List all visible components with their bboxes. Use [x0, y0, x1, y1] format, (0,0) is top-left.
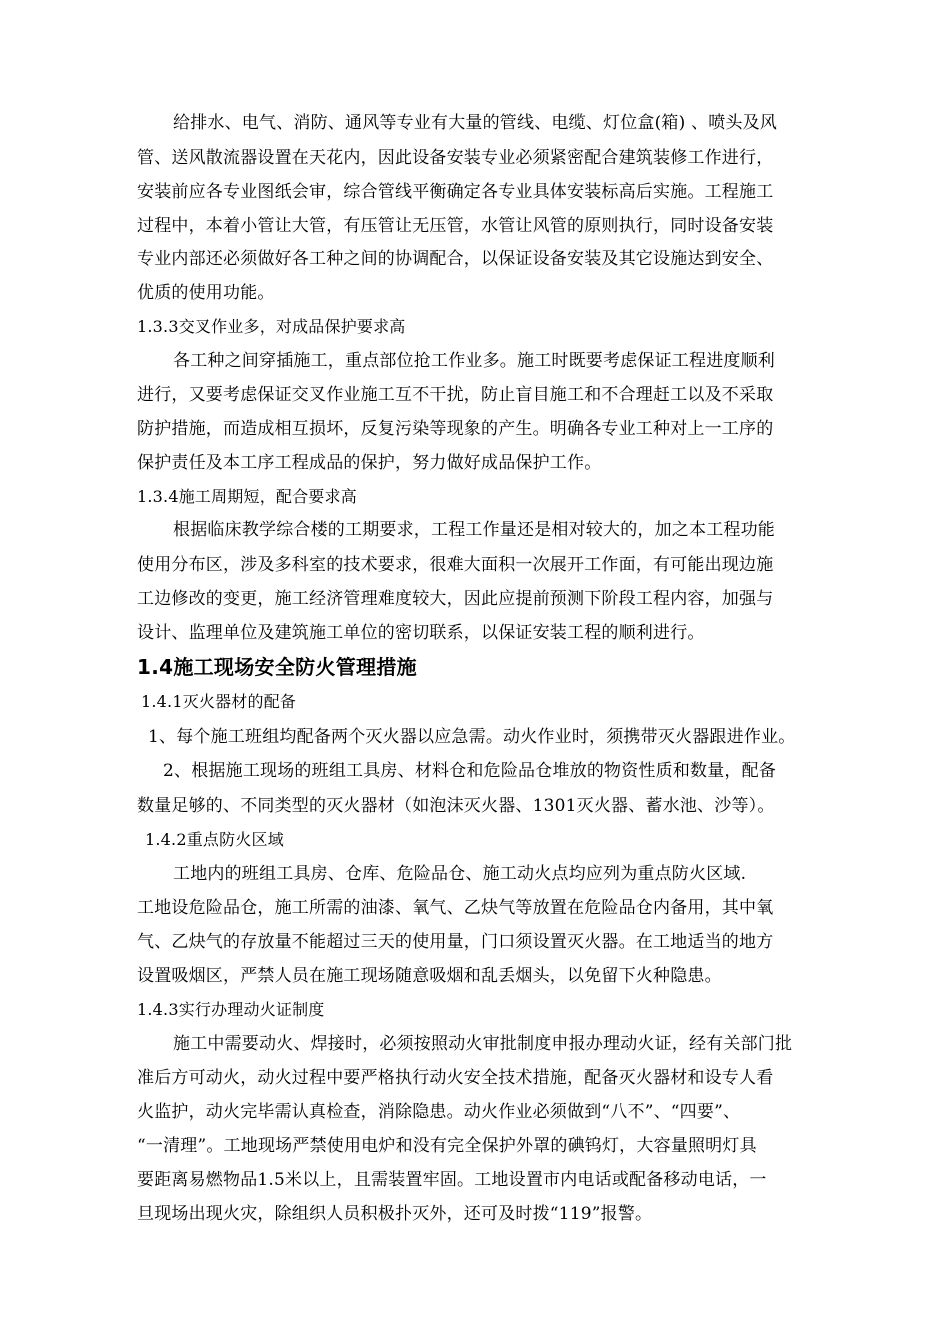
- paragraph-line: 旦现场出现火灾，除组织人员积极扑灭外，还可及时拨“119”报警。: [137, 1204, 653, 1224]
- paragraph-line: 火监护，动火完毕需认真检查，消除隐患。动火作业必须做到“八不”、“四要”、: [137, 1102, 741, 1122]
- paragraph-line: 设计、监理单位及建筑施工单位的密切联系，以保证安装工程的顺利进行。: [137, 623, 705, 643]
- section-heading-1-4-2: 1.4.2重点防火区域: [145, 830, 284, 849]
- paragraph-line: 专业内部还必须做好各工种之间的协调配合，以保证设备安装及其它设施达到安全、: [137, 249, 774, 269]
- section-heading-1-4: 1.4施工现场安全防火管理措施: [137, 655, 417, 679]
- paragraph-line: 工边修改的变更，施工经济管理难度较大，因此应提前预测下阶段工程内容，加强与: [137, 589, 774, 609]
- paragraph-line: 进行，又要考虑保证交叉作业施工互不干扰，防止盲目施工和不合理赶工以及不采取: [137, 385, 774, 405]
- paragraph-line: 设置吸烟区，严禁人员在施工现场随意吸烟和乱丢烟头，以免留下火种隐患。: [137, 966, 722, 986]
- paragraph-line: 要距离易燃物品1.5米以上，且需装置牢固。工地设置市内电话或配备移动电话，一: [137, 1170, 767, 1190]
- paragraph-line: 优质的使用功能。: [137, 283, 275, 303]
- paragraph-line: 施工中需要动火、焊接时，必须按照动火审批制度申报办理动火证，经有关部门批: [173, 1034, 793, 1054]
- paragraph-line: 工地设危险品仓，施工所需的油漆、氧气、乙炔气等放置在危险品仓内备用，其中氧: [137, 898, 774, 918]
- list-item: 2、根据施工现场的班组工具房、材料仓和危险品仓堆放的物资性质和数量，配备: [163, 761, 777, 781]
- section-heading-1-3-4: 1.3.4施工周期短，配合要求高: [137, 487, 357, 506]
- paragraph-line: 使用分布区，涉及多科室的技术要求，很难大面积一次展开工作面，有可能出现边施: [137, 555, 774, 575]
- paragraph-line: 工地内的班组工具房、仓库、危险品仓、施工动火点均应列为重点防火区域.: [173, 864, 747, 884]
- section-heading-1-4-1: 1.4.1灭火器材的配备: [141, 692, 297, 711]
- paragraph-line: “一清理”。工地现场严禁使用电炉和没有完全保护外罩的碘钨灯，大容量照明灯具: [137, 1136, 757, 1156]
- paragraph-line: 保护责任及本工序工程成品的保护，努力做好成品保护工作。: [137, 453, 602, 473]
- paragraph-line: 过程中，本着小管让大管，有压管让无压管，水管让风管的原则执行，同时设备安装: [137, 216, 774, 236]
- paragraph-line: 防护措施，而造成相互损坏，反复污染等现象的产生。明确各专业工种对上一工序的: [137, 419, 774, 439]
- paragraph-line: 管、送风散流器设置在天花内，因此设备安装专业必须紧密配合建筑装修工作进行，: [137, 148, 774, 168]
- paragraph-line: 安装前应各专业图纸会审，综合管线平衡确定各专业具体安装标高后实施。工程施工: [137, 182, 774, 202]
- list-item: 1、每个施工班组均配备两个灭火器以应急需。动火作业时，须携带灭火器跟进作业。: [148, 727, 796, 747]
- paragraph-line: 给排水、电气、消防、通风等专业有大量的管线、电缆、灯位盒(箱) 、喷头及风: [173, 113, 778, 133]
- section-heading-1-4-3: 1.4.3实行办理动火证制度: [137, 1000, 325, 1019]
- paragraph-line: 各工种之间穿插施工，重点部位抢工作业多。施工时既要考虑保证工程进度顺利: [173, 351, 775, 371]
- paragraph-line: 气、乙炔气的存放量不能超过三天的使用量，门口须设置灭火器。在工地适当的地方: [137, 932, 774, 952]
- paragraph-line: 准后方可动火，动火过程中要严格执行动火安全技术措施，配备灭火器材和设专人看: [137, 1068, 774, 1088]
- paragraph-line: 数量足够的、不同类型的灭火器材（如泡沫灭火器、1301灭火器、蓄水池、沙等）。: [137, 796, 775, 816]
- paragraph-line: 根据临床教学综合楼的工期要求，工程工作量还是相对较大的，加之本工程功能: [173, 520, 775, 540]
- section-heading-1-3-3: 1.3.3交叉作业多，对成品保护要求高: [137, 317, 406, 336]
